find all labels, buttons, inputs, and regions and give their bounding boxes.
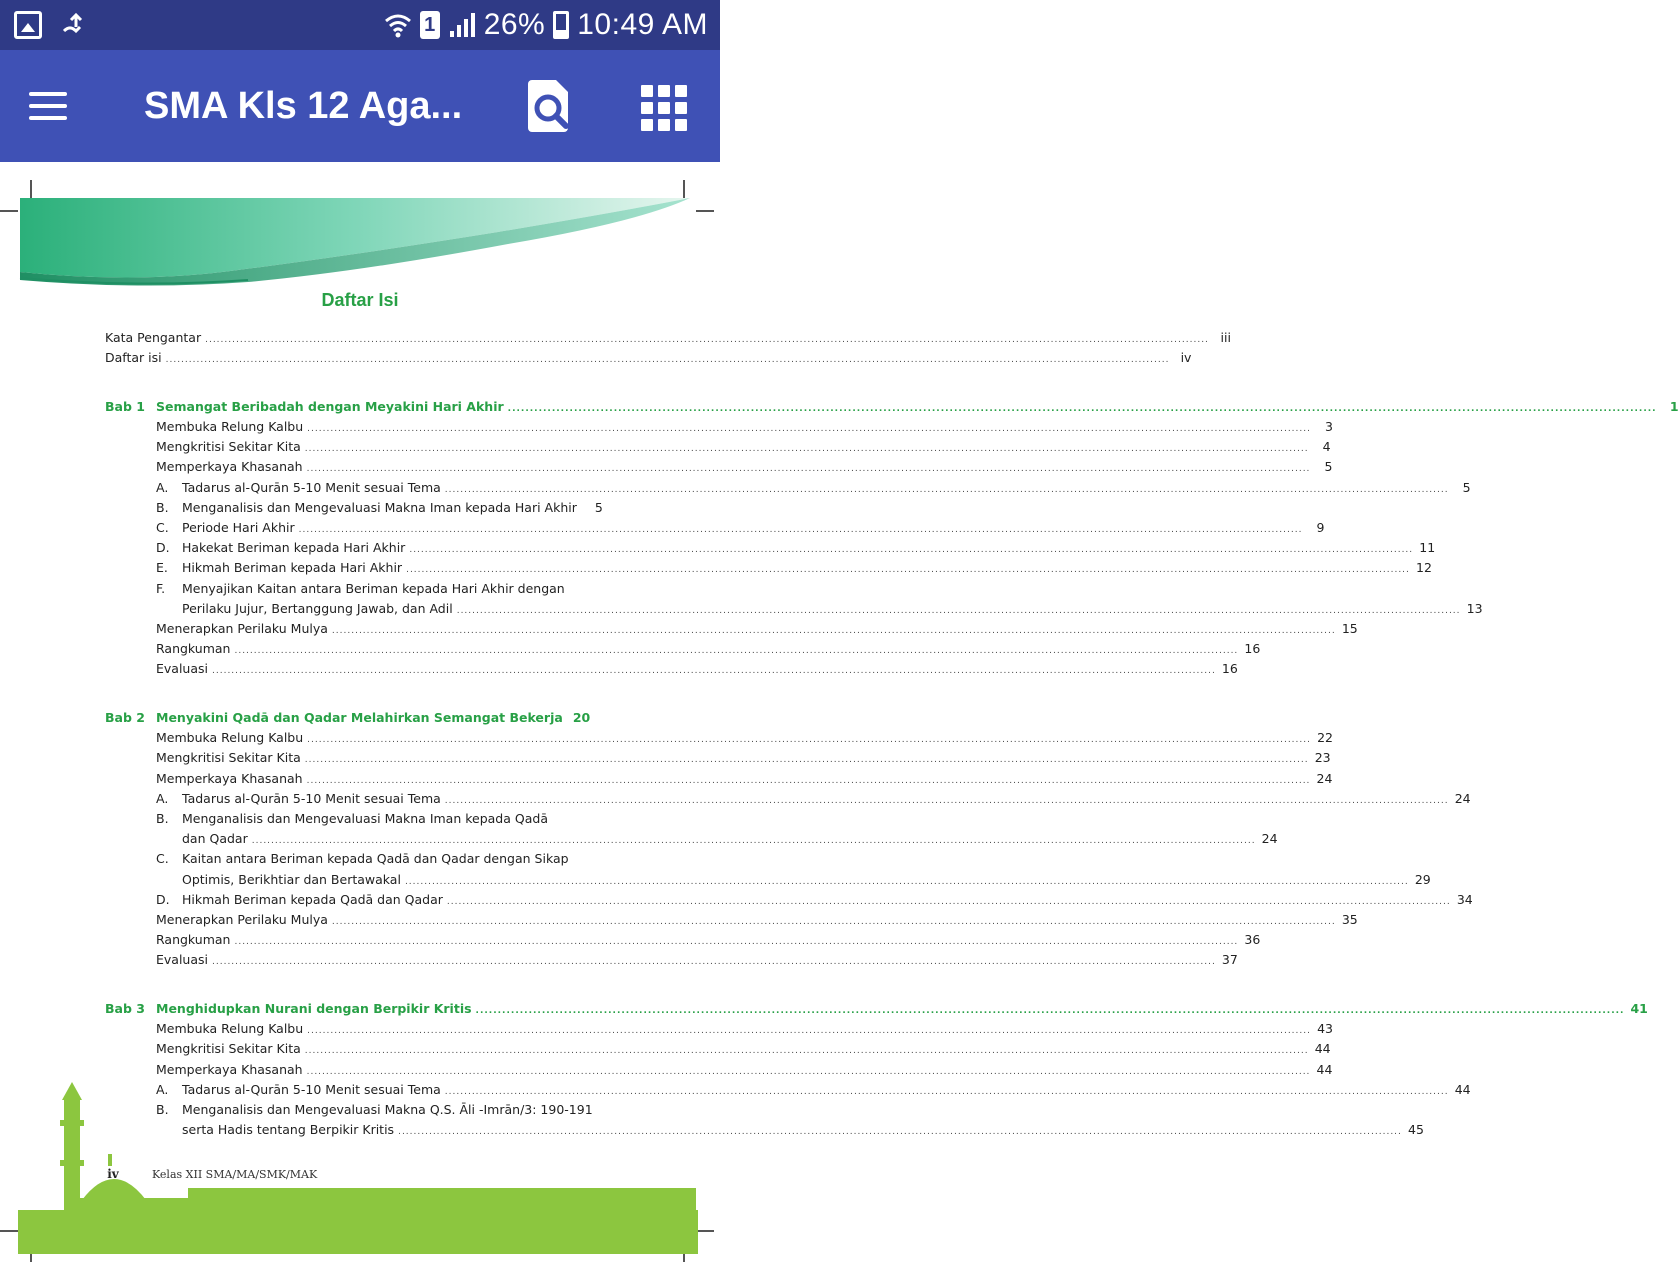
- dot-leader: ....................................................................................................................................................................................................................................................................: [444, 795, 1449, 806]
- toc-entry-label: [156, 1041, 301, 1056]
- toc-entry-text: Memperkaya Khasanah: [156, 770, 303, 786]
- dot-leader: ....................................................................................................................................................................................................................................................................: [475, 1005, 1625, 1016]
- toc-entry-label: [156, 912, 328, 927]
- crop-mark: [0, 210, 18, 212]
- toc-section-entry[interactable]: [105, 811, 583, 831]
- dot-leader: ....................................................................................................................................................................................................................................................................: [444, 1086, 1449, 1097]
- wifi-icon: [384, 11, 412, 39]
- section-title: Tadarus al-Qurān 5-10 Menit sesuai Tema: [182, 790, 441, 806]
- header-wave-decoration: [18, 192, 698, 288]
- toc-page-number: 20: [572, 710, 591, 725]
- section-title: Menganalisis dan Mengevaluasi Makna Q.S. Āli -Imrān/3: 190-191: [182, 1101, 593, 1117]
- toc-page-number: 24: [1261, 831, 1278, 847]
- hamburger-icon: [29, 92, 67, 120]
- toc-page-number: 11: [1419, 540, 1436, 556]
- toc-section-entry[interactable]: [105, 499, 603, 520]
- toc-page-number: 34: [1456, 891, 1473, 907]
- toc-subentry[interactable]: [105, 661, 1238, 681]
- toc-subentry[interactable]: [105, 1041, 1331, 1061]
- section-letter: F.: [156, 580, 166, 596]
- chapter-title: Menghidupkan Nurani dengan Berpikir Kritis: [156, 1000, 472, 1016]
- chapter-number: Bab 2: [105, 710, 145, 725]
- toc-entry-label: [156, 520, 295, 535]
- toc-page-number: 43: [1317, 1021, 1333, 1037]
- toc-entry-text: Memperkaya Khasanah: [156, 459, 303, 475]
- dot-leader: ....................................................................................................................................................................................................................................................................: [298, 525, 1303, 535]
- toc-page-number: 29: [1414, 871, 1431, 887]
- footer-page-number: iv: [107, 1167, 119, 1181]
- toc-page-number: 23: [1314, 750, 1331, 766]
- toc-page-number: 37: [1221, 952, 1238, 968]
- crop-mark: [696, 1230, 714, 1232]
- toc-section-entry[interactable]: [105, 891, 1473, 912]
- dot-leader: ....................................................................................................................................................................................................................................................................: [444, 484, 1449, 495]
- section-letter: C.: [156, 520, 169, 535]
- dot-leader: ....................................................................................................................................................................................................................................................................: [306, 1066, 1311, 1077]
- section-title-continued: Optimis, Berikhtiar dan Bertawakal: [182, 871, 401, 887]
- toc-subentry[interactable]: [105, 750, 1331, 770]
- section-title: Menganalisis dan Mengevaluasi Makna Iman kepada Hari Akhir: [182, 499, 577, 515]
- toc-section-entry[interactable]: [105, 479, 1471, 500]
- toc-chapter-entry[interactable]: [105, 398, 1679, 419]
- toc-entry-label: [156, 500, 577, 515]
- toc-entry-label: [156, 811, 548, 826]
- toc-entry-text: Memperkaya Khasanah: [156, 1061, 303, 1077]
- toc-subentry[interactable]: [105, 419, 1333, 439]
- toc-page-number: iii: [1220, 330, 1231, 345]
- dot-leader: ....................................................................................................................................................................................................................................................................: [331, 916, 1336, 927]
- dot-leader: ....................................................................................................................................................................................................................................................................: [234, 646, 1239, 657]
- dot-leader: ....................................................................................................................................................................................................................................................................: [212, 957, 1216, 968]
- chapter-number: Bab 1: [105, 398, 145, 414]
- toc-entry-text: Evaluasi: [156, 661, 208, 677]
- section-letter: B.: [156, 810, 169, 826]
- toc-page-number: 4: [1322, 439, 1331, 455]
- dot-leader: ....................................................................................................................................................................................................................................................................: [306, 464, 1311, 475]
- toc-section-entry[interactable]: [105, 851, 583, 871]
- toc-page-number: 5: [1462, 479, 1471, 495]
- crop-mark: [0, 1230, 18, 1232]
- crop-mark: [696, 210, 714, 212]
- status-bar: [0, 0, 720, 50]
- dot-leader: ....................................................................................................................................................................................................................................................................: [306, 775, 1311, 786]
- apps-grid-button[interactable]: [636, 80, 692, 136]
- toc-entry-text: Mengkritisi Sekitar Kita: [156, 750, 301, 766]
- dot-leader: ....................................................................................................................................................................................................................................................................: [205, 335, 1209, 345]
- toc-page-number: 44: [1454, 1081, 1471, 1097]
- section-title: Tadarus al-Qurān 5-10 Menit sesuai Tema: [182, 1081, 441, 1097]
- toc-entry-label: [182, 831, 248, 846]
- section-title: Menyajikan Kaitan antara Beriman kepada Hari Akhir dengan: [182, 580, 565, 596]
- toc-entry-text: Membuka Relung Kalbu: [156, 1021, 304, 1037]
- section-title: Menganalisis dan Mengevaluasi Makna Iman kepada Qadā: [182, 810, 548, 826]
- toc-entry-text: Membuka Relung Kalbu: [156, 730, 304, 746]
- toc-subentry[interactable]: [105, 1021, 1333, 1041]
- section-title: Hakekat Beriman kepada Hari Akhir: [182, 540, 406, 556]
- toc-entry-text: Evaluasi: [156, 952, 208, 968]
- section-letter: E.: [156, 560, 168, 576]
- toc-subentry[interactable]: [105, 459, 1333, 479]
- toc-entry-label: [182, 872, 401, 887]
- chapter-number: Bab 3: [105, 1000, 145, 1016]
- toc-subentry[interactable]: [105, 1061, 1333, 1082]
- section-letter: B.: [156, 499, 169, 515]
- spacer: [105, 370, 583, 399]
- toc-page-number: 41: [1630, 1000, 1648, 1016]
- dot-leader: ....................................................................................................................................................................................................................................................................: [251, 836, 1256, 847]
- section-title-continued: Perilaku Jujur, Bertanggung Jawab, dan Adil: [182, 600, 453, 616]
- toc-entry-label: [156, 459, 303, 474]
- toc-entry-label: [156, 791, 441, 806]
- dot-leader: ....................................................................................................................................................................................................................................................................: [398, 1127, 1402, 1138]
- dot-leader: ....................................................................................................................................................................................................................................................................: [331, 625, 1336, 636]
- toc-entry-label: [156, 641, 230, 656]
- dot-leader: ....................................................................................................................................................................................................................................................................: [446, 896, 1451, 907]
- toc-page-number: 5: [594, 499, 603, 515]
- menu-button[interactable]: [0, 50, 96, 162]
- dot-leader: ....................................................................................................................................................................................................................................................................: [507, 403, 1657, 414]
- toc-subentry[interactable]: [105, 770, 1333, 791]
- toc-chapter-entry[interactable]: [105, 1000, 1648, 1021]
- toc-page-number: 36: [1244, 932, 1261, 948]
- gallery-notification-icon: [14, 11, 42, 39]
- toc-entry-label: [105, 1001, 472, 1016]
- toc-subentry[interactable]: [105, 911, 1358, 932]
- toc-page-number: 1: [1669, 398, 1679, 414]
- toc-page-number: 9: [1316, 520, 1325, 535]
- toc-entry-text: Rangkuman: [156, 932, 231, 948]
- toc-entry-label: [156, 892, 443, 907]
- dot-leader: ....................................................................................................................................................................................................................................................................: [307, 735, 1311, 746]
- dot-leader: ....................................................................................................................................................................................................................................................................: [307, 1026, 1311, 1037]
- dot-leader: ....................................................................................................................................................................................................................................................................: [304, 755, 1309, 766]
- toc-section-entry-continued[interactable]: [105, 831, 1278, 851]
- toc-entry-text: Rangkuman: [156, 641, 231, 657]
- toc-subentry[interactable]: [105, 730, 1333, 750]
- toc-entry-label: [156, 581, 565, 596]
- toc-section-entry[interactable]: [105, 560, 1432, 580]
- spacer: [105, 972, 583, 1001]
- toc-page-number: 12: [1416, 560, 1432, 576]
- toc-section-entry[interactable]: [105, 581, 583, 601]
- dot-leader: ....................................................................................................................................................................................................................................................................: [406, 565, 1410, 576]
- toc-entry-label: [156, 621, 328, 636]
- toc-entry-text: Mengkritisi Sekitar Kita: [156, 1041, 301, 1057]
- section-letter: A.: [156, 1081, 169, 1097]
- toc-entry-label: [156, 730, 303, 745]
- toc-subentry[interactable]: [105, 952, 1238, 972]
- footer-book-label: Kelas XII SMA/MA/SMK/MAK: [152, 1168, 318, 1181]
- toc-subentry[interactable]: [105, 641, 1261, 661]
- toc-page-number: 24: [1316, 770, 1333, 786]
- toc-entry-text: Mengkritisi Sekitar Kita: [156, 439, 301, 455]
- dot-leader: ....................................................................................................................................................................................................................................................................: [409, 545, 1414, 556]
- section-letter: A.: [156, 790, 169, 806]
- table-of-contents: [105, 330, 1679, 1142]
- dot-leader: ....................................................................................................................................................................................................................................................................: [307, 424, 1311, 435]
- download-notification-icon: [60, 11, 88, 39]
- dot-leader: ....................................................................................................................................................................................................................................................................: [165, 355, 1170, 366]
- toc-entry-label: [105, 710, 563, 725]
- toc-entry-label: [156, 560, 402, 575]
- toc-entry-label: [182, 601, 453, 616]
- sim-slot-badge: 1: [420, 11, 440, 39]
- toc-front-entry[interactable]: [105, 330, 1231, 350]
- toc-entry-label: [156, 1021, 303, 1036]
- toc-entry-label: [156, 851, 569, 866]
- toc-page-number: 15: [1341, 620, 1358, 636]
- toc-section-entry[interactable]: [105, 540, 1436, 560]
- section-title: Hikmah Beriman kepada Qadā dan Qadar: [182, 891, 443, 907]
- toc-entry-text: Menerapkan Perilaku Mulya: [156, 620, 328, 636]
- chapter-title: Menyakini Qadā dan Qadar Melahirkan Semangat Bekerja: [156, 710, 563, 725]
- toc-page-number: 35: [1341, 911, 1358, 927]
- toc-page-number: 24: [1454, 790, 1471, 806]
- toc-entry-label: [156, 750, 301, 765]
- toc-entry-label: [156, 480, 441, 495]
- section-title-continued: dan Qadar: [182, 831, 248, 847]
- toc-entry-label: [156, 1062, 303, 1077]
- toc-page-number: 3: [1325, 419, 1333, 435]
- app-bar: [0, 50, 720, 162]
- app-title: SMA Kls 12 Aga...: [144, 84, 463, 127]
- section-letter: B.: [156, 1101, 169, 1117]
- toc-section-entry-continued[interactable]: [105, 600, 1483, 621]
- toc-entry-label: [105, 330, 201, 345]
- dot-leader: ....................................................................................................................................................................................................................................................................: [304, 444, 1309, 455]
- battery-percent: 26%: [483, 8, 546, 41]
- toc-entry-label: [156, 439, 301, 454]
- toc-page-number: 22: [1317, 730, 1333, 746]
- toc-entry-text: Menerapkan Perilaku Mulya: [156, 911, 328, 927]
- toc-entry-label: [156, 540, 405, 555]
- spacer: [105, 682, 583, 711]
- toc-subentry[interactable]: [105, 439, 1331, 459]
- toc-page-number: 16: [1221, 661, 1238, 677]
- toc-chapter-entry[interactable]: [105, 710, 591, 730]
- dot-leader: ....................................................................................................................................................................................................................................................................: [404, 876, 1409, 887]
- toc-heading: Daftar Isi: [321, 290, 399, 310]
- section-title: Hikmah Beriman kepada Hari Akhir: [182, 560, 403, 576]
- toc-entry-label: [156, 932, 230, 947]
- toc-entry-text: Kata Pengantar: [105, 330, 202, 345]
- document-page[interactable]: [0, 162, 1679, 1280]
- toc-page-number: 5: [1324, 459, 1333, 475]
- chapter-title: Semangat Beribadah dengan Meyakini Hari Akhir: [156, 398, 504, 414]
- signal-icon: [448, 11, 476, 39]
- section-title: Periode Hari Akhir: [182, 520, 295, 535]
- toc-entry-label: [156, 952, 208, 967]
- dot-leader: ....................................................................................................................................................................................................................................................................: [234, 937, 1239, 948]
- toc-section-entry-continued[interactable]: [105, 871, 1431, 892]
- dot-leader: ....................................................................................................................................................................................................................................................................: [456, 605, 1461, 616]
- toc-entry-label: [105, 350, 162, 365]
- toc-entry-label: [156, 419, 303, 434]
- toc-section-entry[interactable]: [105, 520, 1325, 540]
- dot-leader: ....................................................................................................................................................................................................................................................................: [304, 1046, 1309, 1057]
- toc-subentry[interactable]: [105, 932, 1261, 952]
- toc-section-entry[interactable]: [105, 790, 1471, 811]
- toc-page-number: 13: [1466, 600, 1483, 616]
- dot-leader: ....................................................................................................................................................................................................................................................................: [212, 666, 1216, 677]
- toc-front-entry[interactable]: [105, 350, 1192, 370]
- toc-entry-text: Daftar isi: [105, 350, 162, 366]
- section-letter: A.: [156, 479, 169, 495]
- toc-entry-label: [105, 399, 504, 414]
- battery-charging-icon: [553, 11, 569, 39]
- toc-entry-label: [156, 771, 303, 786]
- section-letter: D.: [156, 540, 170, 556]
- section-letter: D.: [156, 891, 170, 907]
- document-search-button[interactable]: [520, 76, 580, 136]
- toc-page-number: iv: [1180, 350, 1192, 366]
- section-title: Tadarus al-Qurān 5-10 Menit sesuai Tema: [182, 479, 441, 495]
- toc-page-number: 45: [1408, 1122, 1424, 1138]
- toc-page-number: 16: [1244, 641, 1261, 657]
- section-letter: C.: [156, 851, 169, 867]
- toc-subentry[interactable]: [105, 620, 1358, 641]
- toc-entry-label: [156, 661, 208, 676]
- clock: 10:49 AM: [577, 8, 708, 41]
- section-title-continued: serta Hadis tentang Berpikir Kritis: [182, 1122, 395, 1138]
- section-title: Kaitan antara Beriman kepada Qadā dan Qadar dengan Sikap: [182, 851, 569, 867]
- toc-entry-text: Membuka Relung Kalbu: [156, 419, 304, 435]
- toc-page-number: 44: [1316, 1061, 1333, 1077]
- toc-page-number: 44: [1314, 1041, 1331, 1057]
